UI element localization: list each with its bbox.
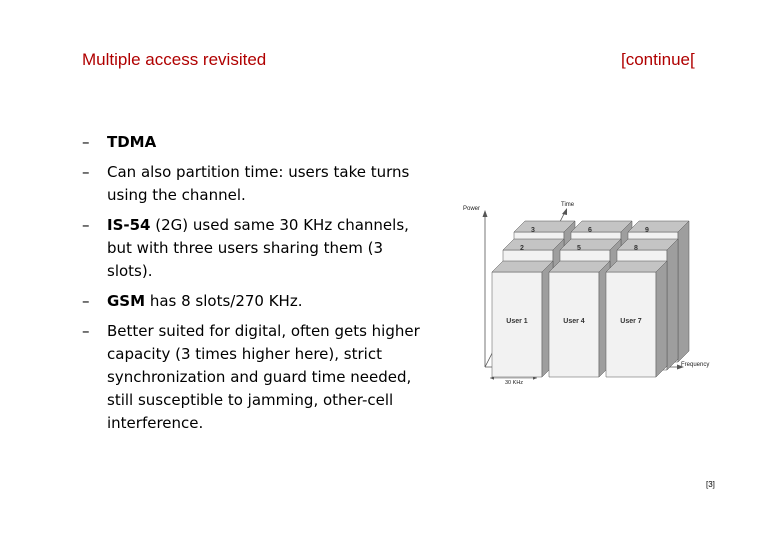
bullet-keyword: GSM — [107, 292, 146, 310]
bullet-list — [82, 131, 432, 442]
bullet-item-is54 — [82, 214, 432, 283]
frequency-axis-label: Frequency — [681, 362, 710, 368]
user-label: User 1 — [506, 318, 528, 325]
slot-block-middle-side — [667, 239, 678, 370]
bullet-dash: – — [82, 133, 90, 151]
bullet-dash: – — [82, 322, 90, 340]
bullet-item-tdma — [82, 131, 432, 154]
bullet-text: Better suited for digital, often gets higher capacity (3 times higher here), strict synchronization and guard time needed, still susceptible to jamming, other-cell interference. — [107, 322, 420, 432]
time-axis-label: Time — [561, 202, 575, 208]
bullet-item-partition-time — [82, 161, 432, 207]
continue-label: [continue[ — [621, 50, 695, 69]
user-block-side — [656, 261, 667, 377]
bullet-text: (2G) used same 30 KHz channels, but with three users sharing them (3 slots). — [107, 216, 409, 280]
bullet-dash: – — [82, 216, 90, 234]
bullet-text: Can also partition time: users take turns using the channel. — [107, 163, 410, 204]
slot-label-back: 9 — [645, 227, 649, 234]
bullet-keyword: IS-54 — [107, 216, 151, 234]
slot-label-middle: 8 — [634, 245, 638, 252]
slot-block-back-side — [678, 221, 689, 362]
user-label: User 7 — [620, 318, 642, 325]
power-axis-label: Power — [463, 206, 481, 212]
slide-title: Multiple access revisited — [82, 50, 267, 69]
bullet-text: has 8 slots/270 KHz. — [145, 292, 303, 310]
slot-label-middle: 5 — [577, 245, 581, 252]
power-axis-arrow — [483, 210, 488, 217]
bandwidth-label: 30 KHz — [505, 380, 524, 386]
slot-label-back: 3 — [531, 227, 535, 234]
time-axis-arrow — [562, 208, 567, 215]
bullet-item-gsm — [82, 290, 432, 313]
bullet-dash: – — [82, 292, 90, 310]
page-number: [3] — [706, 480, 715, 489]
slot-label-middle: 2 — [520, 245, 524, 252]
bullet-keyword: TDMA — [107, 133, 157, 151]
slot-blocks — [492, 221, 689, 377]
bullet-item-digital — [82, 320, 432, 435]
slot-label-back: 6 — [588, 227, 592, 234]
tdma-diagram — [455, 192, 725, 392]
bullet-dash: – — [82, 163, 90, 181]
user-label: User 4 — [563, 318, 585, 325]
